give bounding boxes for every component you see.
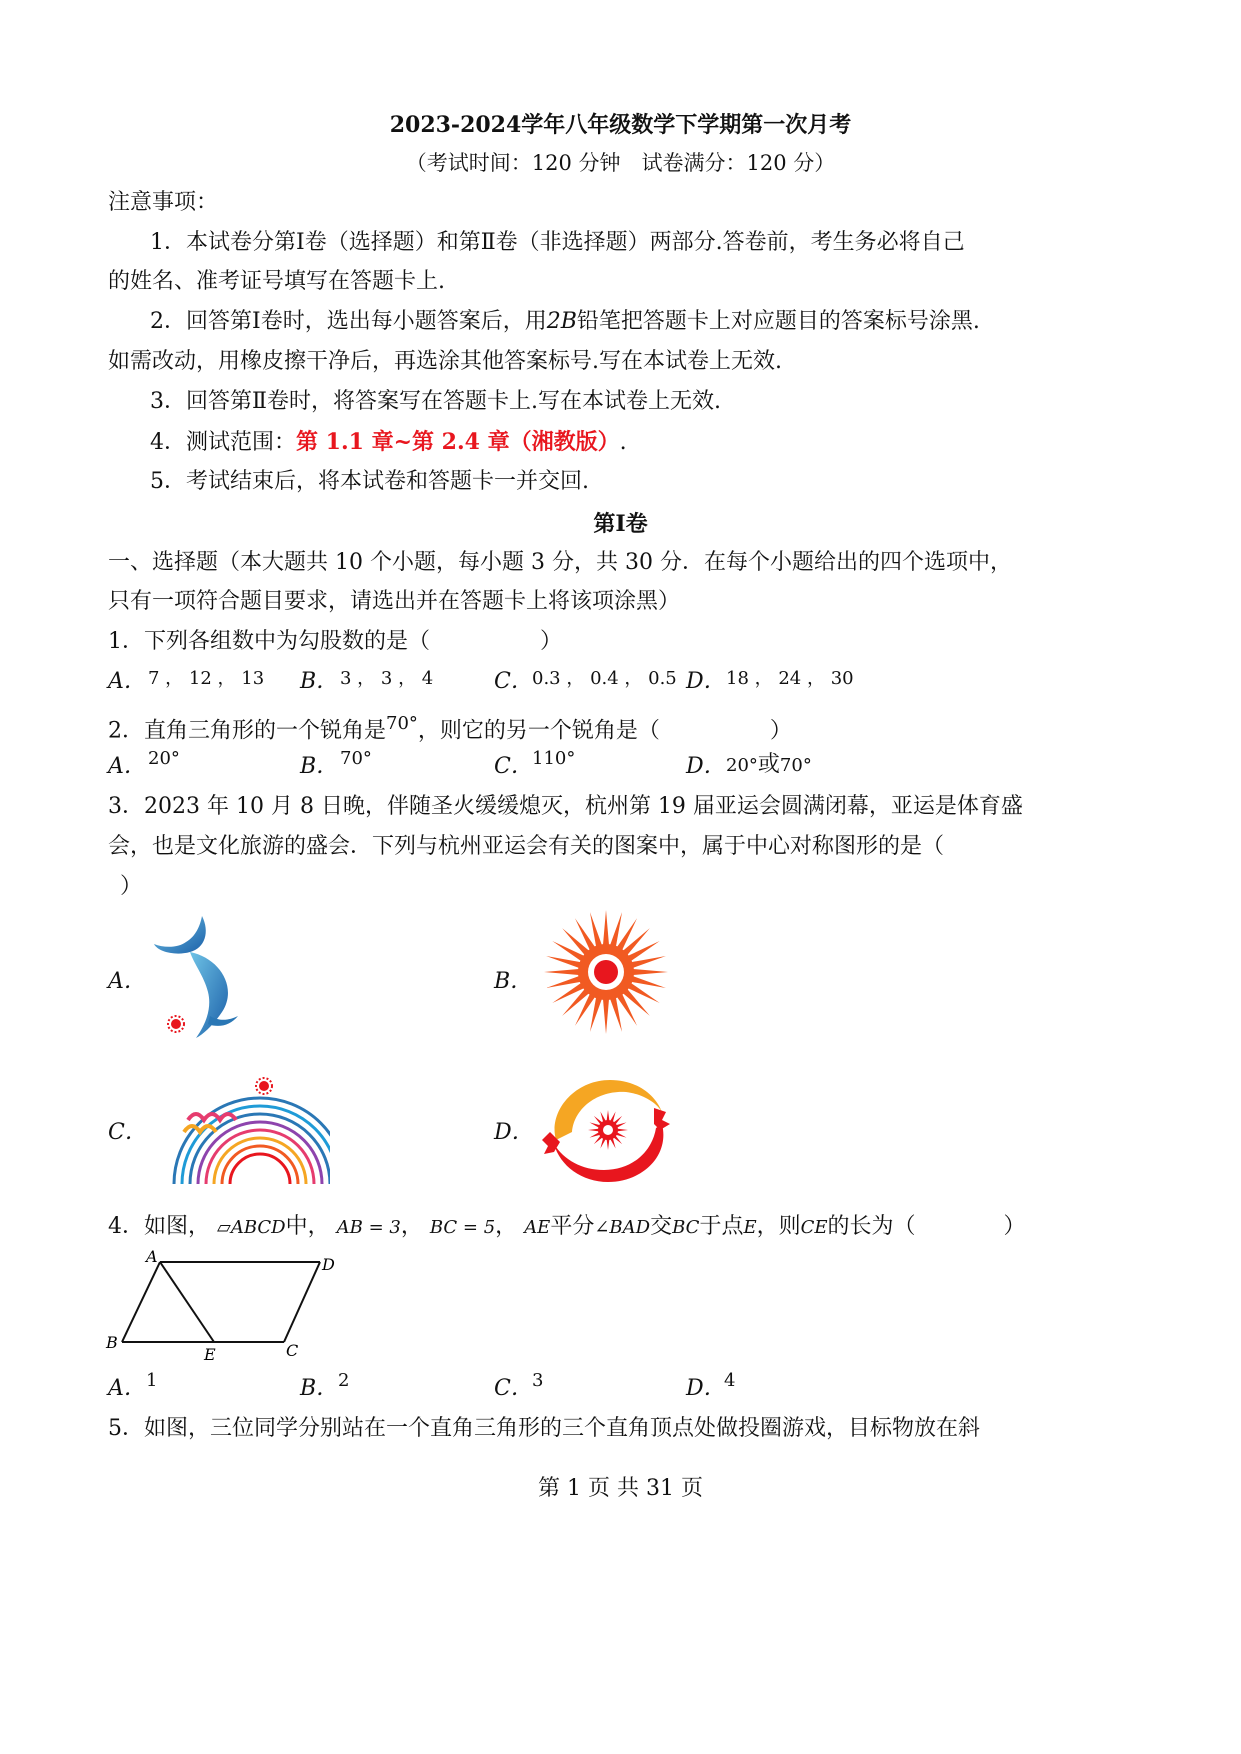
q1-option-d-value: 18 ， 24 ， 30 <box>726 668 854 689</box>
q2-d-or: 或 <box>757 752 780 777</box>
q1-option-b-value: 3 ， 3 ， 4 <box>340 668 434 689</box>
q3-option-c-label: C． <box>108 1120 147 1145</box>
q1-option-a-label: A． <box>108 669 146 694</box>
parallelogram-figure <box>100 1250 350 1365</box>
q1-option-a-value: 7 ， 12 ， 13 <box>148 668 265 689</box>
q4-s1: 4．如图， <box>108 1214 210 1239</box>
page-footer: 第 1 页 共 31 页 <box>538 1476 703 1501</box>
q4-ae: AE <box>524 1217 551 1238</box>
q2-option-b-label: B． <box>300 754 339 779</box>
q1-option-c-value: 0.3 ， 0.4 ， 0.5 <box>532 668 677 689</box>
q2-option-a-label: A． <box>108 754 146 779</box>
q3-stem-b: 会，也是文化旅游的盛会．下列与杭州亚运会有关的图案中，属于中心对称图形的是（ <box>108 834 945 859</box>
q4-s7: ， <box>495 1214 518 1239</box>
note-2a-text2: 铅笔把答题卡上对应题目的答案标号涂黑. <box>576 309 980 334</box>
q3-option-b-label: B． <box>494 969 533 994</box>
q2-stem-b: ，则它的另一个锐角是（ ） <box>417 718 792 744</box>
note-3: 3．回答第Ⅱ卷时，将答案写在答题卡上.写在本试卷上无效. <box>150 389 721 414</box>
notes-heading: 注意事项： <box>108 190 219 215</box>
label-a: A <box>146 1250 158 1266</box>
q2-option-d-value <box>726 748 812 782</box>
q2-option-c-label: C． <box>494 754 533 779</box>
q4-option-c-label: C． <box>494 1376 533 1401</box>
q3-option-d-label: D． <box>494 1120 534 1145</box>
q1-option-c-label: C． <box>494 669 533 694</box>
q4-option-b-value: 2 <box>338 1370 350 1391</box>
label-b: B <box>106 1333 118 1352</box>
q2-option-c-value: 110° <box>532 748 576 769</box>
q4-option-d-value: 4 <box>724 1370 736 1391</box>
label-c: C <box>286 1341 299 1360</box>
q4-s17: 的长为（ ） <box>827 1214 1026 1239</box>
q2-angle: 70° <box>386 713 418 734</box>
q4-option-d-label: D． <box>686 1376 726 1401</box>
q4-stem <box>108 1210 1026 1245</box>
q2-option-d-label: D． <box>686 754 726 779</box>
q4-bc2: BC <box>672 1217 700 1238</box>
q4-e: E <box>743 1217 757 1238</box>
q3-stem-c: ） <box>120 874 143 899</box>
q3-option-a-label: A． <box>108 969 146 994</box>
q4-ab: AB = 3 <box>336 1217 401 1238</box>
q4-option-a-value: 1 <box>146 1370 158 1391</box>
page-title: 2023-2024学年八年级数学下学期第一次月考 <box>389 112 852 138</box>
q2-stem-a: 2．直角三角形的一个锐角是 <box>108 718 386 744</box>
note-1b: 的姓名、准考证号填写在答题卡上. <box>108 269 445 294</box>
q2-stem <box>108 707 792 748</box>
q4-bc: BC = 5 <box>429 1217 496 1238</box>
note-4-label: 4．测试范围： <box>150 430 296 455</box>
q2-option-a-value: 20° <box>148 748 180 769</box>
q4-ce: CE <box>800 1217 828 1238</box>
q2-d-v1: 20° <box>726 755 758 776</box>
q2-option-b-value: 70° <box>340 748 372 769</box>
q4-s15: ，则 <box>756 1214 801 1239</box>
note-2a-text: 2．回答第Ⅰ卷时，选出每小题答案后，用 <box>150 309 547 334</box>
section-intro-a: 一、选择题（本大题共 10 个小题，每小题 3 分，共 30 分．在每个小题给出的四个选项中， <box>108 550 1012 575</box>
section-intro-b: 只有一项符合题目要求，请选出并在答题卡上将该项涂黑） <box>108 589 681 614</box>
note-2b: 如需改动，用橡皮擦干净后，再选涂其他答案标号.写在本试卷上无效. <box>108 349 782 374</box>
q4-option-b-label: B． <box>300 1376 339 1401</box>
rainbow-emblem <box>160 1072 330 1188</box>
q4-s3: 中， <box>285 1214 330 1239</box>
q5-stem: 5．如图，三位同学分别站在一个直角三角形的三个直角顶点处做投圈游戏，目标物放在斜 <box>108 1416 981 1441</box>
q4-s9: 平分 <box>550 1214 595 1239</box>
exam-subtitle: （考试时间：120 分钟 试卷满分：120 分） <box>405 151 836 175</box>
dragon-ring-emblem <box>538 1072 678 1188</box>
q1-option-b-label: B． <box>300 669 339 694</box>
q1-stem: 1．下列各组数中为勾股数的是（ ） <box>108 629 562 654</box>
note-4-end: . <box>619 430 627 455</box>
q1-option-d-label: D． <box>686 669 726 694</box>
q4-parallelogram: ▱ABCD <box>217 1217 286 1238</box>
note-2a <box>150 305 980 339</box>
note-2b-pencil: 2B <box>546 309 577 334</box>
q4-s5: ， <box>400 1214 423 1239</box>
whale-emblem <box>150 912 250 1042</box>
note-5: 5．考试结束后，将本试卷和答题卡一并交回. <box>150 469 589 494</box>
q4-s13: 于点 <box>699 1214 744 1239</box>
note-4 <box>150 425 627 460</box>
volume-heading: 第Ⅰ卷 <box>593 511 648 537</box>
q4-angle: ∠BAD <box>594 1217 651 1238</box>
q4-option-c-value: 3 <box>532 1370 544 1391</box>
sun-emblem <box>540 908 672 1036</box>
label-e: E <box>204 1345 216 1364</box>
q2-d-v2: 70° <box>779 755 812 776</box>
test-scope: 第 1.1 章~第 2.4 章（湘教版） <box>296 429 620 455</box>
q4-option-a-label: A． <box>108 1376 146 1401</box>
q3-stem-a: 3．2023 年 10 月 8 日晚，伴随圣火缓缓熄灭，杭州第 19 届亚运会圆满闭幕，亚运是体育盛 <box>108 794 1023 819</box>
q4-s11: 交 <box>650 1214 673 1239</box>
note-1a: 1．本试卷分第Ⅰ卷（选择题）和第Ⅱ卷（非选择题）两部分.答卷前，考生务必将自己 <box>150 230 965 255</box>
label-d: D <box>322 1255 335 1274</box>
